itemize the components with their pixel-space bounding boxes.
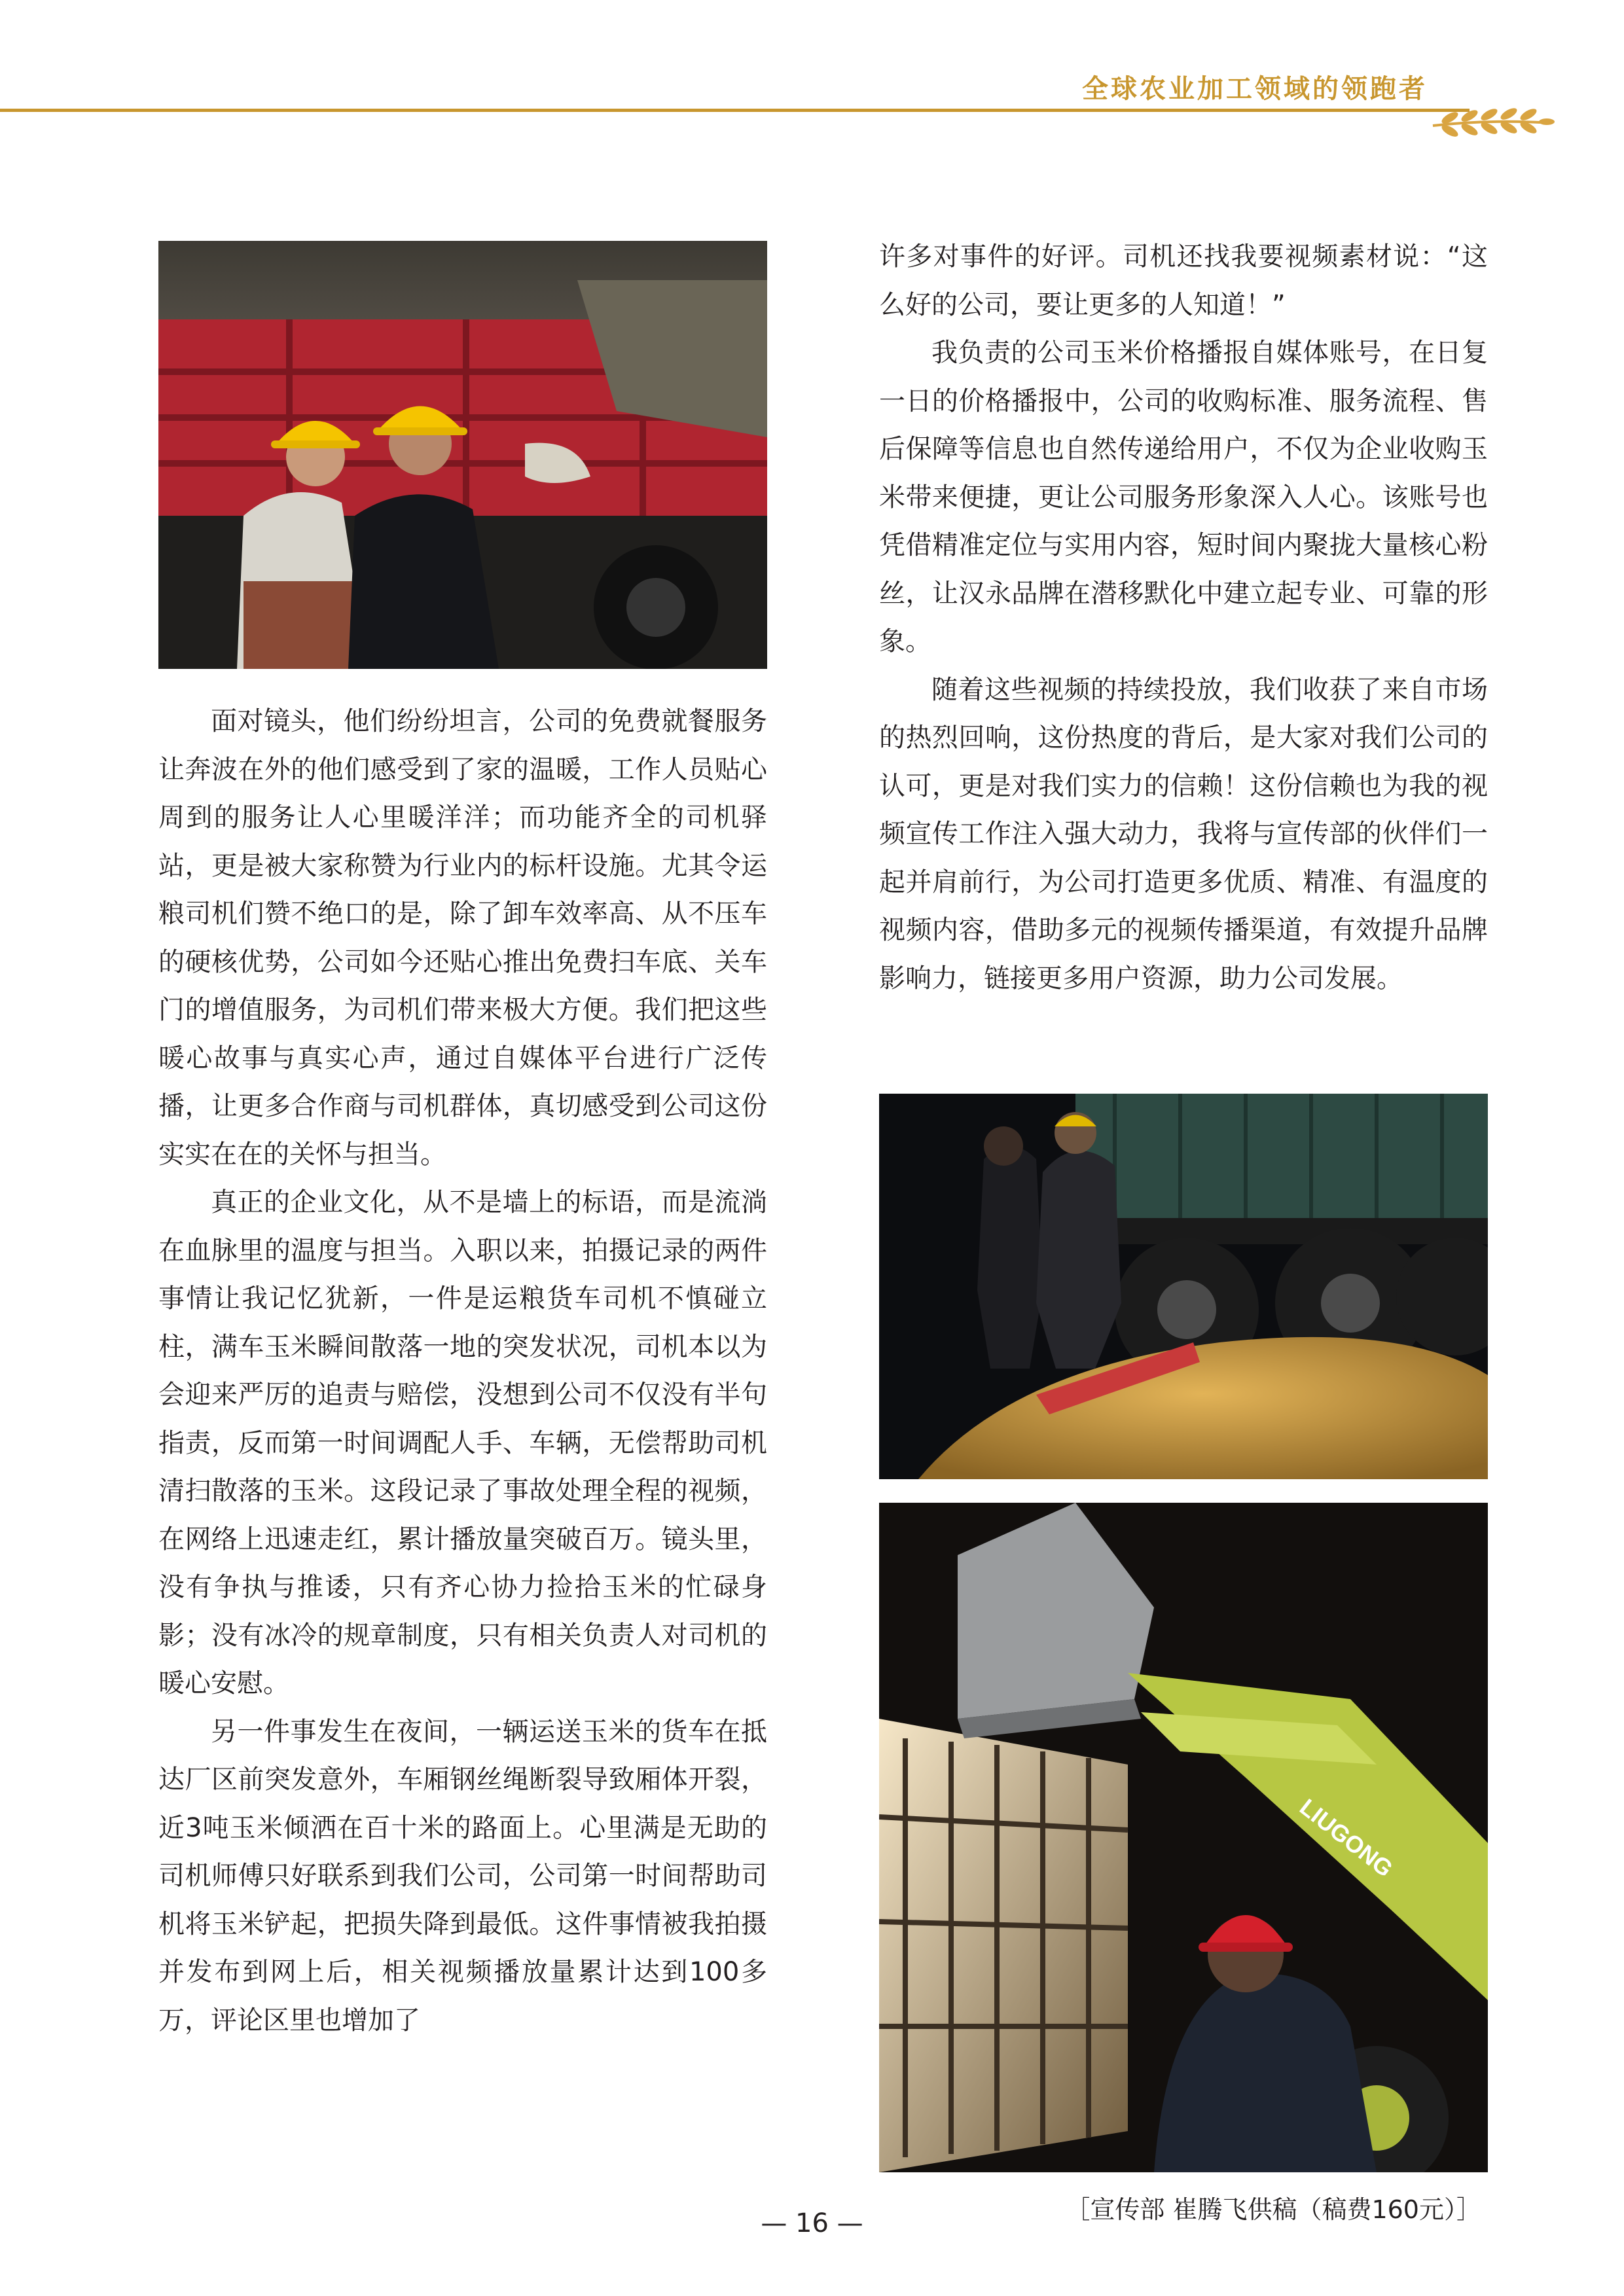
loader-brand-text: LIUGONG xyxy=(1295,1793,1398,1882)
paragraph-continuation: 许多对事件的好评。司机还找我要视频素材说：“这么好的公司，要让更多的人知道！” xyxy=(879,242,1488,320)
author-credit: ［宣传部 崔腾飞供稿（稿费160元）］ xyxy=(1065,2195,1481,2224)
right-column-text xyxy=(879,233,1488,1003)
paragraph: 随着这些视频的持续投放，我们收获了来自市场的热烈回响，这份热度的背后，是大家对我们公司的认可，更是对我们实力的信赖！这份信赖也为我的视频宣传工作注入强大动力，我将与宣传部的伙伴们一起并肩前行，为公司打造更多优质、精准、有温度的视频内容，借助多元的视频传播渠道，有效提升品牌影响力，链接更多用户资源，助力公司发展。 xyxy=(879,674,1488,994)
photo-loader-corn xyxy=(879,1503,1488,2172)
page-number: — 16 — xyxy=(761,2208,863,2238)
photo-workers-at-truck xyxy=(158,241,767,669)
header-rule xyxy=(0,109,1470,112)
paragraph: 面对镜头，他们纷纷坦言，公司的免费就餐服务让奔波在外的他们感受到了家的温暖，工作人员贴心周到的服务让人心里暖洋洋；而功能齐全的司机驿站，更是被大家称赞为行业内的标杆设施。尤其令运粮司机们赞不绝口的是，除了卸车效率高、从不压车的硬核优势，公司如今还贴心推出免费扫车底、关车门的增值服务，为司机们带来极大方便。我们把这些暖心故事与真实心声，通过自媒体平台进行广泛传播，让更多合作商与司机群体，真切感受到公司这份实实在在的关怀与担当。 xyxy=(158,706,767,1170)
header-title: 全球农业加工领域的领跑者 xyxy=(1082,74,1428,104)
left-column-text xyxy=(158,698,767,2045)
paragraph: 另一件事发生在夜间，一辆运送玉米的货车在抵达厂区前突发意外，车厢钢丝绳断裂导致厢体开裂，近3吨玉米倾洒在百十米的路面上。心里满是无助的司机师傅只好联系到我们公司，公司第一时间帮助司机将玉米铲起，把损失降到最低。这件事情被我拍摄并发布到网上后，相关视频播放量累计达到100多万，评论区里也增加了 xyxy=(158,1716,767,2036)
paragraph: 我负责的公司玉米价格播报自媒体账号，在日复一日的价格播报中，公司的收购标准、服务流程、售后保障等信息也自然传递给用户，不仅为企业收购玉米带来便捷，更让公司服务形象深入人心。该账号也凭借精准定位与实用内容，短时间内聚拢大量核心粉丝，让汉永品牌在潜移默化中建立起专业、可靠的形象。 xyxy=(879,338,1488,656)
photo-night-corn-spill xyxy=(879,1094,1488,1479)
wheat-icon xyxy=(1430,97,1555,143)
paragraph: 真正的企业文化，从不是墙上的标语，而是流淌在血脉里的温度与担当。入职以来，拍摄记录的两件事情让我记忆犹新，一件是运粮货车司机不慎碰立柱，满车玉米瞬间散落一地的突发状况，司机本以为会迎来严厉的追责与赔偿，没想到公司不仅没有半句指责，反而第一时间调配人手、车辆，无偿帮助司机清扫散落的玉米。这段记录了事故处理全程的视频，在网络上迅速走红，累计播放量突破百万。镜头里，没有争执与推诿，只有齐心协力捡拾玉米的忙碌身影；没有冰冷的规章制度，只有相关负责人对司机的暖心安慰。 xyxy=(158,1187,767,1698)
